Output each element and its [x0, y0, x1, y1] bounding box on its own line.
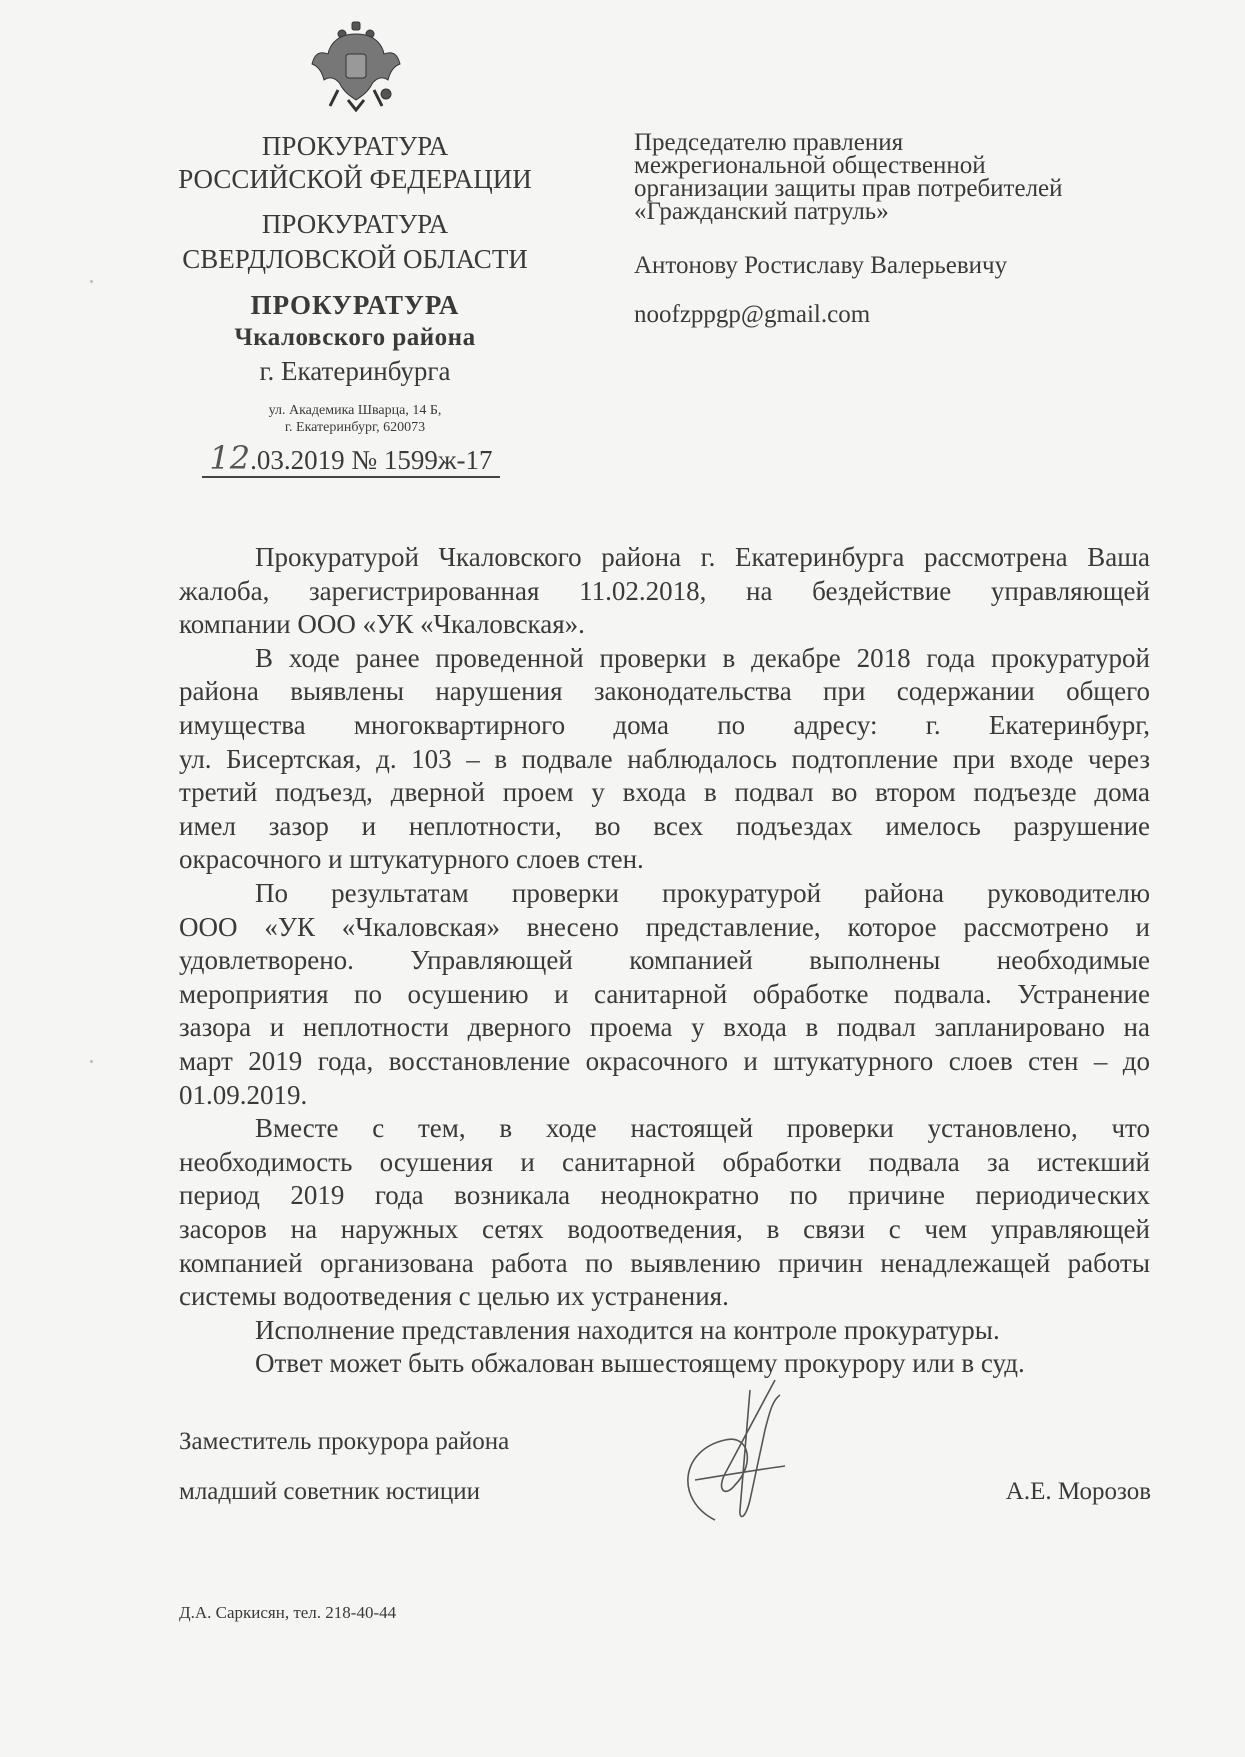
recipient-email[interactable]: noofzppgp@gmail.com [634, 301, 871, 328]
signer-rank: младший советник юстиции [179, 1478, 481, 1505]
body-line: третий подъезд, дверной проем у входа в подвал во втором подъезде дома [179, 777, 1150, 808]
recipient-position: Председателю правления [634, 129, 904, 156]
recipient-position: межрегиональной общественной [634, 152, 986, 179]
handwritten-day: 12 [209, 439, 251, 477]
body-line: Исполнение представления находится на контроле прокуратуры. [255, 1314, 1000, 1345]
org-name-line: ПРОКУРАТУРА [261, 209, 449, 239]
org-name-line: ПРОКУРАТУРА [261, 131, 449, 161]
body-line: имел зазор и неплотности, во всех подъездах имелось разрушение [179, 810, 1150, 841]
body-line: компании ООО «УК «Чкаловская». [179, 609, 585, 640]
address-line: г. Екатеринбург, 620073 [284, 420, 426, 435]
date-number [202, 439, 500, 478]
body-line: необходимость осушения и санитарной обработки подвала за истекший [179, 1146, 1150, 1177]
address-line: ул. Академика Шварца, 14 Б, [268, 403, 442, 418]
body-line: Прокуратурой Чкаловского района г. Екатеринбурга рассмотрена Ваша [255, 542, 1150, 572]
body-line: зазора и неплотности дверного проема у входа в подвал запланировано на [179, 1012, 1150, 1043]
handwritten-signature [655, 1370, 825, 1540]
recipient-position: организации защиты прав потребителей [634, 175, 1063, 202]
recipient-position: «Гражданский патруль» [634, 198, 889, 225]
district-name: Чкаловского района [234, 324, 476, 351]
body-line: период 2019 года возникала неоднократно по причине периодических [179, 1180, 1150, 1211]
body-line: Вместе с тем, в ходе настоящей проверки установлено, что [255, 1113, 1150, 1144]
executor-contact: Д.А. Саркисян, тел. 218-40-44 [179, 1603, 397, 1622]
org-name-line: СВЕРДЛОВСКОЙ ОБЛАСТИ [182, 244, 528, 274]
body-line: окрасочного и штукатурного слоев стен. [179, 844, 644, 875]
district-title: ПРОКУРАТУРА [250, 290, 460, 320]
body-line: района выявлены нарушения законодательства при содержании общего [179, 676, 1150, 707]
body-line: засоров на наружных сетях водоотведения, в связи с чем управляющей [179, 1214, 1150, 1244]
body-line: 01.09.2019. [179, 1079, 308, 1110]
coat-of-arms-emblem [308, 20, 404, 112]
body-line: жалоба, зарегистрированная 11.02.2018, на бездействие управляющей [179, 575, 1150, 606]
body-line: Ответ может быть обжалован вышестоящему прокурору или в суд. [255, 1348, 1025, 1379]
signer-position: Заместитель прокурора района [179, 1428, 510, 1455]
recipient-name: Антонову Ростиславу Валерьевичу [634, 252, 1008, 279]
org-name-line: РОССИЙСКОЙ ФЕДЕРАЦИИ [178, 164, 532, 194]
body-line: По результатам проверки прокуратурой района руководителю [255, 878, 1150, 908]
body-line: март 2019 года, восстановление окрасочного и штукатурного слоев стен – до [179, 1046, 1150, 1076]
date-rest: .03.2019 № 1599ж-17 [250, 445, 493, 475]
body-line: ул. Бисертская, д. 103 – в подвале наблюдалось подтопление при входе через [179, 743, 1150, 774]
city: г. Екатеринбурга [259, 356, 451, 386]
body-line: В ходе ранее проведенной проверки в декабре 2018 года прокуратурой [255, 642, 1150, 673]
body-line: удовлетворено. Управляющей компанией выполнены необходимые [179, 945, 1150, 976]
body-line: системы водоотведения с целью их устранения. [179, 1281, 729, 1312]
body-line: компанией организована работа по выявлению причин ненадлежащей работы [179, 1247, 1150, 1278]
body-line: ООО «УК «Чкаловская» внесено представление, которое рассмотрено и [179, 911, 1150, 942]
body-line: имущества многоквартирного дома по адресу: г. Екатеринбург, [179, 710, 1150, 740]
signer-name: А.Е. Морозов [1005, 1478, 1151, 1505]
body-line: мероприятия по осушению и санитарной обработке подвала. Устранение [179, 978, 1150, 1009]
